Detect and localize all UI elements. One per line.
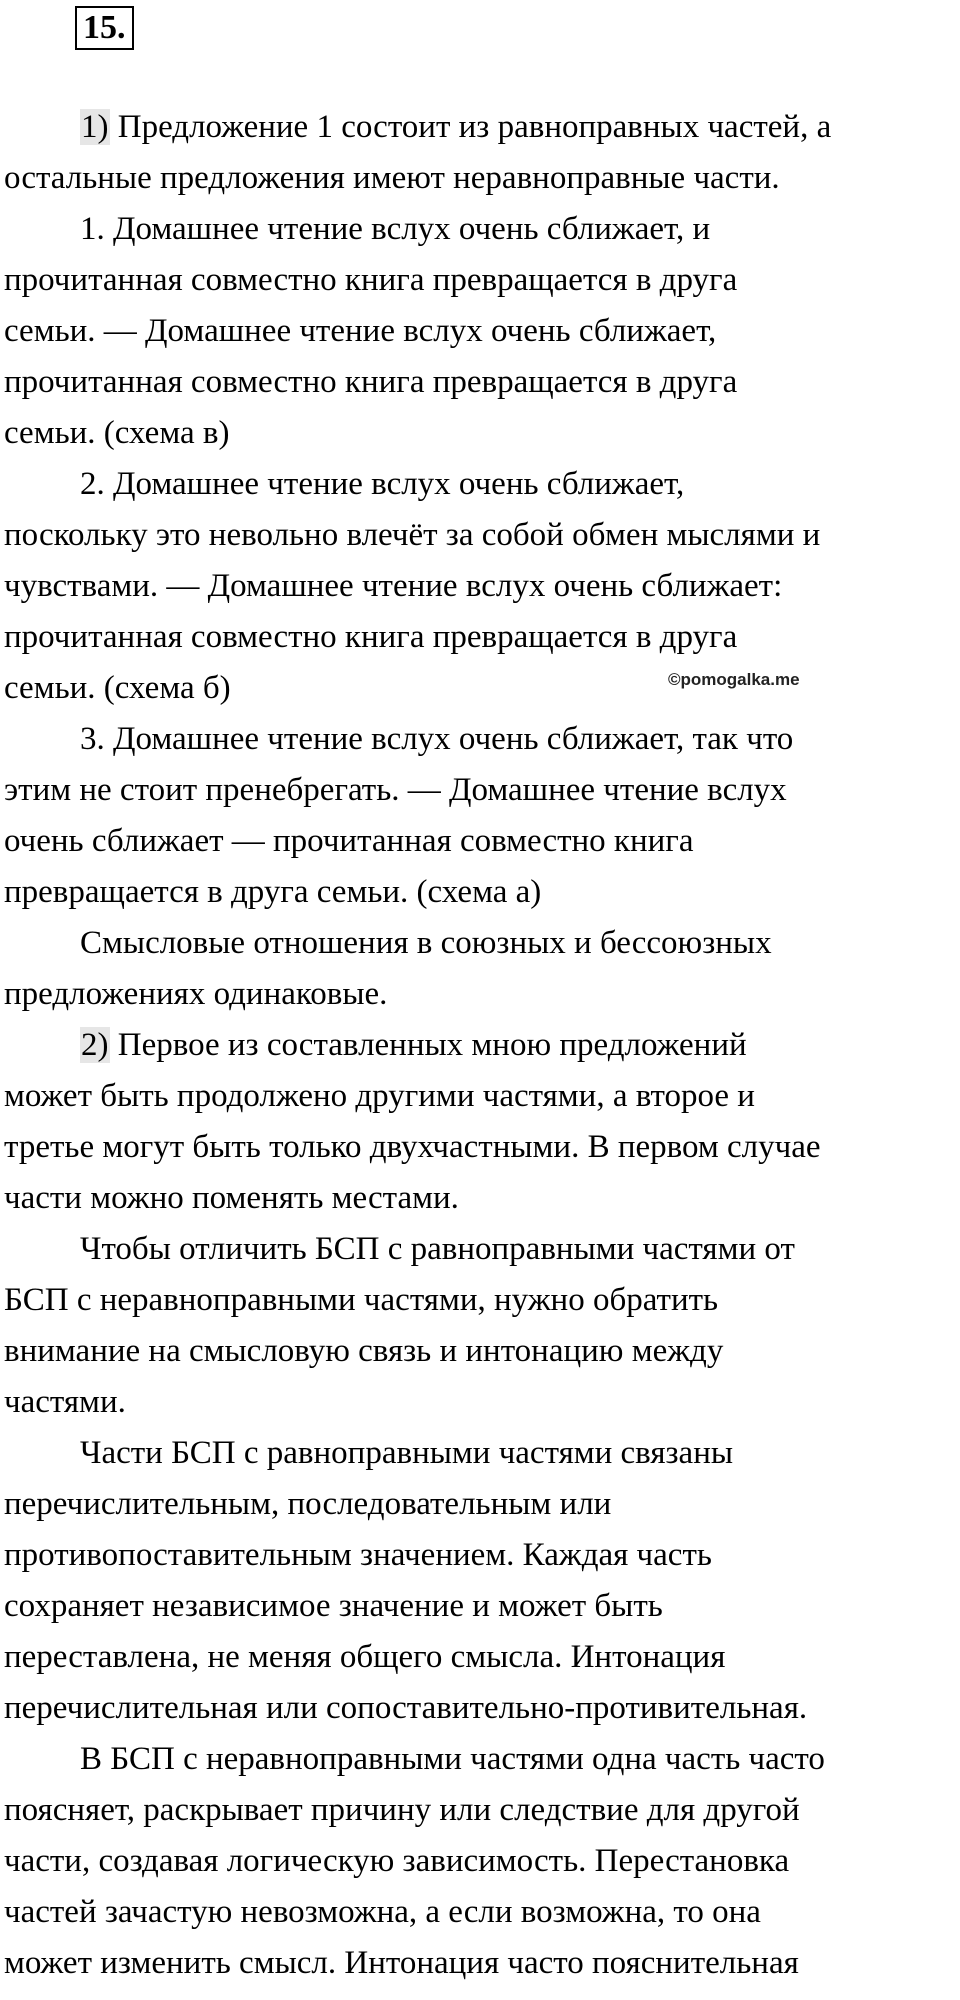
line-text: Смысловые отношения в союзных и бессоюзных	[80, 925, 772, 961]
text-line	[4, 102, 959, 153]
text-line	[4, 663, 959, 714]
text-line	[4, 1122, 959, 1173]
text-line	[4, 459, 959, 510]
text-line	[4, 867, 959, 918]
line-text: третье могут быть только двухчастными. В первом случае	[4, 1129, 821, 1165]
line-text: Части БСП с равноправными частями связаны	[80, 1435, 734, 1471]
text-line	[4, 1377, 959, 1428]
text-line	[4, 510, 959, 561]
line-text: внимание на смысловую связь и интонацию между	[4, 1333, 724, 1369]
line-text: остальные предложения имеют неравноправные части.	[4, 160, 780, 196]
line-text: перечислительным, последовательным или	[4, 1486, 612, 1522]
line-text: прочитанная совместно книга превращается в друга	[4, 364, 738, 400]
line-text: перечислительная или сопоставительно-противительная.	[4, 1690, 808, 1726]
line-text: может быть продолжено другими частями, а второе и	[4, 1078, 755, 1114]
line-text: сохраняет независимое значение и может быть	[4, 1588, 663, 1624]
text-line	[4, 1326, 959, 1377]
text-line	[4, 1683, 959, 1734]
line-text: части, создавая логическую зависимость. Перестановка	[4, 1843, 790, 1879]
line-text: прочитанная совместно книга превращается в друга	[4, 619, 738, 655]
line-text: 2. Домашнее чтение вслух очень сближает,	[80, 466, 685, 502]
text-line	[4, 408, 959, 459]
text-line	[4, 306, 959, 357]
text-line	[4, 153, 959, 204]
line-text: части можно поменять местами.	[4, 1180, 459, 1216]
text-line	[4, 1734, 959, 1785]
text-line	[4, 1530, 959, 1581]
line-text: В БСП с неравноправными частями одна часть часто	[80, 1741, 825, 1777]
item-marker: 2)	[81, 1027, 109, 1063]
line-text: БСП с неравноправными частями, нужно обратить	[4, 1282, 719, 1318]
line-text: Чтобы отличить БСП с равноправными частями от	[80, 1231, 795, 1267]
text-line	[4, 1224, 959, 1275]
line-text: 3. Домашнее чтение вслух очень сближает, так что	[80, 721, 794, 757]
text-line	[4, 1275, 959, 1326]
line-text: этим не стоит пренебрегать. — Домашнее чтение вслух	[4, 772, 787, 808]
text-line	[4, 1938, 959, 1989]
line-text: частей зачастую невозможна, а если возможна, то она	[4, 1894, 761, 1930]
text-line	[4, 255, 959, 306]
line-text: очень сближает — прочитанная совместно книга	[4, 823, 694, 859]
answer-text	[4, 102, 959, 1989]
text-line	[4, 612, 959, 663]
line-text: противопоставительным значением. Каждая часть	[4, 1537, 712, 1573]
line-text: семьи. (схема б)	[4, 670, 231, 706]
text-line	[4, 204, 959, 255]
item-marker: 1)	[81, 109, 109, 145]
text-line	[4, 816, 959, 867]
text-line	[4, 1581, 959, 1632]
task-number: 15.	[75, 6, 134, 50]
text-line	[4, 1071, 959, 1122]
text-line	[4, 714, 959, 765]
text-line	[4, 1632, 959, 1683]
text-line	[4, 1785, 959, 1836]
text-line	[4, 357, 959, 408]
text-line	[4, 918, 959, 969]
line-text: семьи. — Домашнее чтение вслух очень сближает,	[4, 313, 717, 349]
line-text: 1. Домашнее чтение вслух очень сближает, и	[80, 211, 711, 247]
text-line	[4, 1020, 959, 1071]
text-line	[4, 1428, 959, 1479]
line-text: превращается в друга семьи. (схема а)	[4, 874, 542, 910]
line-text: поясняет, раскрывает причину или следствие для другой	[4, 1792, 800, 1828]
line-text: частями.	[4, 1384, 126, 1420]
line-text: чувствами. — Домашнее чтение вслух очень сближает:	[4, 568, 783, 604]
text-line	[4, 1836, 959, 1887]
line-text: прочитанная совместно книга превращается в друга	[4, 262, 738, 298]
line-text: может изменить смысл. Интонация часто пояснительная	[4, 1945, 799, 1981]
text-line	[4, 969, 959, 1020]
line-text: семьи. (схема в)	[4, 415, 230, 451]
text-line	[4, 1479, 959, 1530]
text-line	[4, 1173, 959, 1224]
line-text: предложениях одинаковые.	[4, 976, 388, 1012]
line-text: Первое из составленных мною предложений	[117, 1027, 747, 1063]
line-text: переставлена, не меняя общего смысла. Интонация	[4, 1639, 726, 1675]
line-text: Предложение 1 состоит из равноправных частей, а	[117, 109, 832, 145]
text-line	[4, 1887, 959, 1938]
text-line	[4, 765, 959, 816]
line-text: поскольку это невольно влечёт за собой обмен мыслями и	[4, 517, 821, 553]
text-line	[4, 561, 959, 612]
watermark: ©pomogalka.me	[668, 670, 800, 689]
